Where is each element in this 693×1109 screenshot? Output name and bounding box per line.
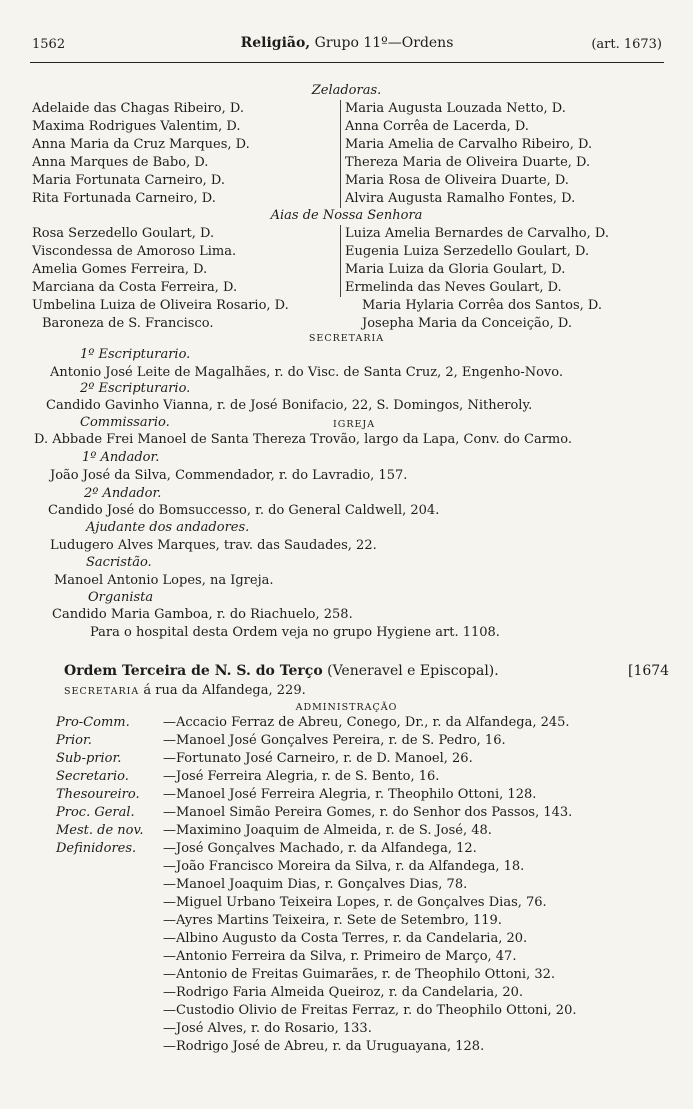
aia-left-1: Rosa Serzedello Goulart, D. — [32, 226, 215, 241]
definidor: —Antonio Ferreira da Silva, r. Primeiro de Março, 47. — [163, 949, 517, 964]
title-rest: Grupo 11º—Ordens — [310, 35, 454, 51]
zeladoras-heading: Zeladoras. — [311, 83, 382, 98]
role-label: Sub-prior. — [56, 751, 122, 766]
definidor: —Custodio Olivio de Freitas Ferraz, r. do Theophilo Ottoni, 20. — [163, 1003, 577, 1018]
secretaria-heading: SECRETARIA — [308, 333, 385, 344]
sacristao-name: Manoel Antonio Lopes, na Igreja. — [54, 573, 274, 588]
zeladora-right-1: Maria Augusta Louzada Netto, D. — [340, 100, 566, 118]
aia-right-2: Eugenia Luiza Serzedello Goulart, D. — [340, 243, 589, 261]
definidor: —Ayres Martins Teixeira, r. Sete de Setembro, 119. — [163, 913, 502, 928]
sacristao-title: Sacristão. — [86, 555, 152, 570]
role-label: Thesoureiro. — [56, 787, 140, 802]
ordem-subtitle: (Veneravel e Episcopal). — [322, 663, 499, 679]
header-rule — [30, 62, 664, 63]
zeladora-right-3: Maria Amelia de Carvalho Ribeiro, D. — [340, 136, 592, 154]
aia-right-5: Maria Hylaria Corrêa dos Santos, D. — [362, 298, 602, 313]
aia-left-6: Baroneza de S. Francisco. — [42, 316, 214, 331]
article-reference: (art. 1673) — [591, 37, 662, 52]
andador-1-name: João José da Silva, Commendador, r. do Lavradio, 157. — [50, 468, 408, 483]
aia-right-6: Josepha Maria da Conceição, D. — [362, 316, 572, 331]
andador-1-title: 1º Andador. — [82, 450, 160, 465]
aias-heading: Aias de Nossa Senhora — [270, 208, 423, 223]
role-label: Pro-Comm. — [56, 715, 130, 730]
role-member: —Manoel Simão Pereira Gomes, r. do Senhor dos Passos, 143. — [163, 805, 573, 820]
aia-left-3: Amelia Gomes Ferreira, D. — [32, 262, 208, 277]
role-label: Secretario. — [56, 769, 129, 784]
zeladora-left-3: Anna Maria da Cruz Marques, D. — [32, 137, 250, 152]
role-label: Definidores. — [56, 841, 137, 856]
ordem-heading — [64, 662, 499, 680]
role-member: —José Gonçalves Machado, r. da Alfandega, 12. — [163, 841, 477, 856]
commissario-name: D. Abbade Frei Manoel de Santa Thereza Trovão, largo da Lapa, Conv. do Carmo. — [34, 432, 572, 447]
role-label: Prior. — [56, 733, 92, 748]
aia-right-1: Luiza Amelia Bernardes de Carvalho, D. — [340, 225, 609, 243]
definidor: —Rodrigo Faria Almeida Queiroz, r. da Candelaria, 20. — [163, 985, 524, 1000]
escripturario-2-name: Candido Gavinho Vianna, r. de José Bonifacio, 22, S. Domingos, Nitheroly. — [46, 398, 533, 413]
definidor: —Rodrigo José de Abreu, r. da Uruguayana, 128. — [163, 1039, 485, 1054]
igreja-heading: IGREJA — [333, 419, 376, 430]
page-title — [32, 34, 662, 52]
ordem-title: Ordem Terceira de N. S. do Terço — [64, 663, 323, 679]
role-member: —José Ferreira Alegria, r. de S. Bento, 16. — [163, 769, 440, 784]
definidor: —Albino Augusto da Costa Terres, r. da Candelaria, 20. — [163, 931, 528, 946]
ajudante-name: Ludugero Alves Marques, trav. das Saudades, 22. — [50, 538, 377, 553]
zeladora-right-6: Alvira Augusta Ramalho Fontes, D. — [340, 190, 575, 208]
secretaria-label: SECRETARIA — [64, 686, 140, 697]
definidor: —João Francisco Moreira da Silva, r. da Alfandega, 18. — [163, 859, 525, 874]
ajudante-title: Ajudante dos andadores. — [86, 520, 250, 535]
organista-title: Organista — [88, 590, 154, 605]
running-header — [32, 36, 662, 56]
definidor: —Miguel Urbano Teixeira Lopes, r. de Gonçalves Dias, 76. — [163, 895, 547, 910]
zeladora-left-2: Maxima Rodrigues Valentim, D. — [32, 119, 241, 134]
definidor: —José Alves, r. do Rosario, 133. — [163, 1021, 372, 1036]
zeladora-right-5: Maria Rosa de Oliveira Duarte, D. — [340, 172, 569, 190]
escripturario-2-title: 2º Escripturario. — [80, 381, 191, 396]
role-label: Proc. Geral. — [56, 805, 135, 820]
aia-right-4: Ermelinda das Neves Goulart, D. — [340, 279, 562, 297]
role-label: Mest. de nov. — [56, 823, 144, 838]
andador-2-name: Candido José do Bomsuccesso, r. do General Caldwell, 204. — [48, 503, 440, 518]
role-member: —Fortunato José Carneiro, r. de D. Manoel, 26. — [163, 751, 473, 766]
commissario-title: Commissario. — [80, 415, 170, 430]
secretaria-address: á rua da Alfandega, 229. — [139, 683, 306, 698]
zeladora-right-2: Anna Corrêa de Lacerda, D. — [340, 118, 529, 136]
hospital-note: Para o hospital desta Ordem veja no grupo Hygiene art. 1108. — [90, 625, 500, 640]
organista-name: Candido Maria Gamboa, r. do Riachuelo, 258. — [52, 607, 353, 622]
zeladora-left-1: Adelaide das Chagas Ribeiro, D. — [32, 101, 244, 116]
ordem-number: [1674 — [628, 663, 670, 679]
role-member: —Manoel José Gonçalves Pereira, r. de S. Pedro, 16. — [163, 733, 506, 748]
title-bold: Religião, — [240, 35, 311, 51]
definidor: —Antonio de Freitas Guimarães, r. de Theophilo Ottoni, 32. — [163, 967, 556, 982]
role-member: —Manoel José Ferreira Alegria, r. Theophilo Ottoni, 128. — [163, 787, 537, 802]
escripturario-1-name: Antonio José Leite de Magalhães, r. do Visc. de Santa Cruz, 2, Engenho-Novo. — [50, 365, 564, 380]
aia-right-3: Maria Luiza da Gloria Goulart, D. — [340, 261, 565, 279]
zeladora-left-5: Maria Fortunata Carneiro, D. — [32, 173, 226, 188]
definidor: —Manoel Joaquim Dias, r. Gonçalves Dias, 78. — [163, 877, 468, 892]
aia-left-2: Viscondessa de Amoroso Lima. — [32, 244, 237, 259]
page-number: 1562 — [32, 37, 66, 52]
zeladora-right-4: Thereza Maria de Oliveira Duarte, D. — [340, 154, 590, 172]
role-member: —Maximino Joaquim de Almeida, r. de S. José, 48. — [163, 823, 492, 838]
zeladora-left-4: Anna Marques de Babo, D. — [32, 155, 209, 170]
escripturario-1-title: 1º Escripturario. — [80, 347, 191, 362]
zeladora-left-6: Rita Fortunada Carneiro, D. — [32, 191, 216, 206]
aia-left-5: Umbelina Luiza de Oliveira Rosario, D. — [32, 298, 289, 313]
role-member: —Accacio Ferraz de Abreu, Conego, Dr., r. da Alfandega, 245. — [163, 715, 570, 730]
administracao-heading: ADMINISTRAÇÃO — [295, 702, 398, 713]
andador-2-title: 2º Andador. — [84, 486, 162, 501]
aia-left-4: Marciana da Costa Ferreira, D. — [32, 280, 238, 295]
